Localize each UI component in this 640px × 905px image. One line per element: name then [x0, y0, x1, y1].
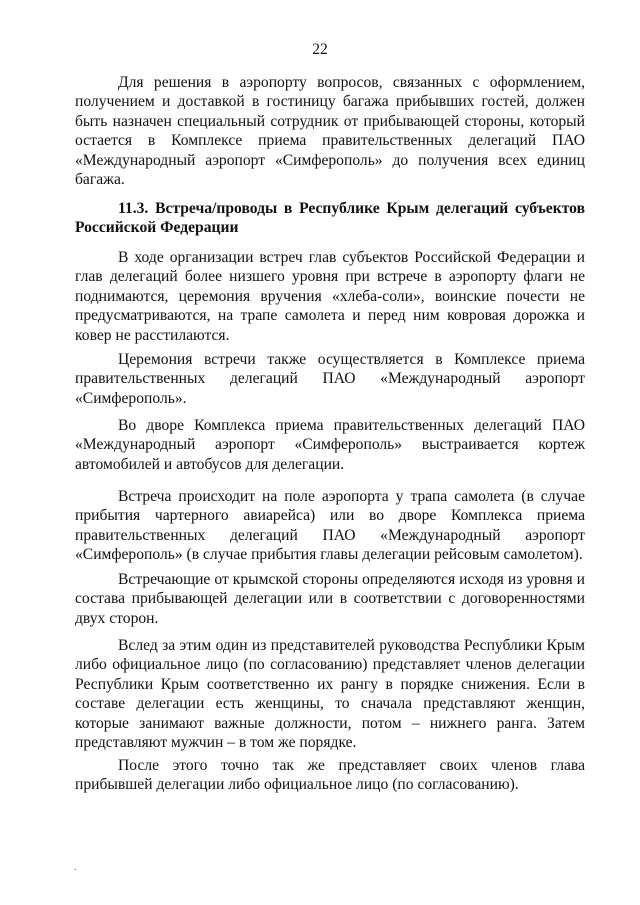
- paragraph-meeting-organization: В ходе организации встреч глав субъектов Российской Федерации и глав делегаций более низшего уровня при встрече в аэропорту флаги не поднимаются, церемония вручения «хлеба-соли», воинские почести не предусматриваются, на трапе самолета и перед ним ковровая дорожка и ковер не расстилаются.: [75, 249, 585, 344]
- paragraph-baggage: Для решения в аэропорту вопросов, связанных с оформлением, получением и доставкой в гостиницу багажа прибывших гостей, должен быть назначен специальный сотрудник от прибывающей стороны, который остается в Комплексе приема правительственных делегаций ПАО «Международный аэропорт «Симферополь» до получения всех единиц багажа.: [75, 74, 585, 189]
- paragraph-introductions: Вслед за этим один из представителей руководства Республики Крым либо официальное лицо (по согласованию) представляет членов делегации Республики Крым соответственно их рангу в порядке снижения. Если в составе делегации есть женщины, то сначала представляют женщин, которые занимают важные должности, потом – нижнего ранга. Затем представляют мужчин – в том же порядке.: [75, 637, 585, 752]
- paragraph-meeting-place: Встреча происходит на поле аэропорта у трапа самолета (в случае прибытия чартерного авиарейса) или во дворе Комплекса приема правительственных делегаций ПАО «Международный аэропорт «Симферополь» (в случае прибытия главы делегации рейсовым самолетом).: [75, 488, 585, 564]
- paragraph-greeting-party: Встречающие от крымской стороны определяются исходя из уровня и состава прибывающей делегации или в соответствии с договоренностями двух сторон.: [75, 571, 585, 627]
- section-heading: 11.3. Встреча/проводы в Республике Крым делегаций субъектов Российской Федерации: [75, 200, 585, 237]
- paragraph-delegation-introduction: После этого точно так же представляет своих членов глава прибывшей делегации либо официальное лицо (по согласованию).: [75, 757, 585, 794]
- paragraph-ceremony: Церемония встречи также осуществляется в Комплексе приема правительственных делегаций ПАО «Международный аэропорт «Симферополь».: [75, 351, 585, 407]
- paragraph-motorcade: Во дворе Комплекса приема правительственных делегаций ПАО «Международный аэропорт «Симферополь» выстраивается кортеж автомобилей и автобусов для делегации.: [75, 417, 585, 473]
- page-number: 22: [312, 41, 328, 58]
- stray-mark: .: [74, 862, 77, 873]
